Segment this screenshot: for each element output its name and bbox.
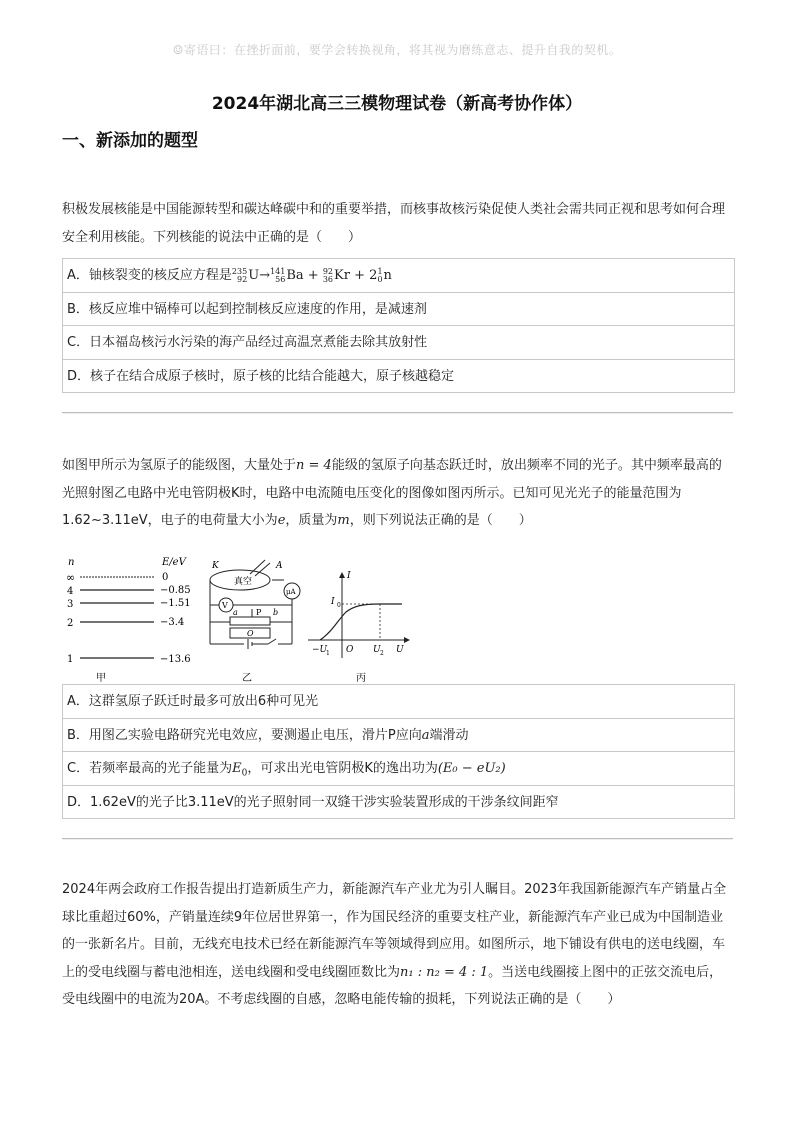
svg-text:O: O <box>247 629 254 638</box>
svg-text:−0.85: −0.85 <box>160 585 191 596</box>
svg-text:乙: 乙 <box>242 673 252 684</box>
page-title: 2024年湖北高三三模物理试卷（新高考协作体） <box>211 94 583 114</box>
svg-text:−3.4: −3.4 <box>160 617 185 628</box>
question-2-stem: 如图甲所示为氢原子的能级图，大量处于n = 4能级的氢原子向基态跃迁时，放出频率不同的光子。其中频率最高的光照射图乙电路中光电管阴极K时，电路中电流随电压变化的图像如图丙所示。已知可见光光子的能量范围为1.62~3.11eV，电子的电荷量大小为e，质量为m，则下列说法正确的是（ ） <box>62 458 722 528</box>
question-divider <box>62 838 733 839</box>
svg-text:I: I <box>347 571 351 581</box>
question-3-stem: 2024年两会政府工作报告提出打造新质生产力，新能源汽车产业尤为引人瞩目。2023年我国新能源汽车产销量占全球比重超过60%，产销量连续9年位居世界第一，作为国民经济的重要支柱产业，新能源汽车产业已成为中国制造业的一张新名片。目前，无线充电技术已经在新能源汽车等领域得到应用。如图所示，地下铺设有供电的送电线圈，车上的受电线圈与蓄电池相连，送电线圈和受电线圈匝数比为n₁ : n₂ = 4 : 1。当送电线圈接上图中的正弦交流电后，受电线圈中的电流为20A。不考虑线圈的自感，忽略电能传输的损耗，下列说法正确的是（ ） <box>62 882 727 1007</box>
motto-header: ☺寄语曰：在挫折面前，要学会转换视角，将其视为磨练意志、提升自我的契机。 <box>172 43 622 57</box>
svg-text:丙: 丙 <box>356 673 366 684</box>
fission-equation: 235 92 U→ 141 56 Ba + 92 36 Kr + 2 1 0 n <box>231 266 392 284</box>
q2-option-d[interactable]: D．1.62eV的光子比3.11eV的光子照射同一双缝干涉实验装置形成的干涉条纹间距窄 <box>63 786 734 820</box>
figure-svg <box>62 554 422 684</box>
svg-text:∞: ∞ <box>66 571 76 584</box>
svg-text:3: 3 <box>67 599 74 610</box>
svg-text:μA: μA <box>286 588 296 596</box>
svg-text:−13.6: −13.6 <box>160 654 191 665</box>
svg-text:U: U <box>373 645 381 655</box>
q1-option-c[interactable]: C．日本福岛核污水污染的海产品经过高温烹煮能去除其放射性 <box>63 326 734 360</box>
q2-option-a[interactable]: A．这群氢原子跃迁时最多可放出6种可见光 <box>63 685 734 719</box>
q1-option-d[interactable]: D．核子在结合成原子核时，原子核的比结合能越大，原子核越稳定 <box>63 360 734 394</box>
svg-text:0: 0 <box>162 572 169 583</box>
q1-option-a-text: A．铀核裂变的核反应方程是 <box>67 268 232 283</box>
current-voltage-graph <box>308 571 410 684</box>
svg-text:E/eV: E/eV <box>162 557 186 568</box>
q2-option-c[interactable]: C．若频率最高的光子能量为$E_0$，可求出光电管阴极K的逸出功为(E₀ − eU₂) <box>63 752 734 786</box>
question-1-stem: 积极发展核能是中国能源转型和碳达峰碳中和的重要举措，而核事故核污染促使人类社会需共同正视和思考如何合理安全利用核能。下列核能的说法中正确的是（ ） <box>62 202 726 245</box>
svg-text:K: K <box>212 561 219 571</box>
svg-text:U: U <box>396 645 404 655</box>
q1-option-b[interactable]: B．核反应堆中镉棒可以起到控制核反应速度的作用，是减速剂 <box>63 293 734 327</box>
svg-text:−1.51: −1.51 <box>160 598 191 609</box>
svg-text:1: 1 <box>326 650 330 657</box>
energy-level-diagram <box>66 557 191 684</box>
svg-text:2: 2 <box>380 650 384 657</box>
svg-text:4: 4 <box>67 586 74 597</box>
svg-text:真空: 真空 <box>234 577 253 587</box>
question-2-figure <box>62 554 422 684</box>
svg-text:I: I <box>331 597 335 607</box>
svg-text:n: n <box>68 557 75 568</box>
svg-text:O: O <box>346 645 354 655</box>
section-heading: 一、新添加的题型 <box>62 131 198 151</box>
svg-text:V: V <box>222 601 228 610</box>
q2-option-b[interactable]: B．用图乙实验电路研究光电效应，要测遏止电压，滑片P应向a端滑动 <box>63 719 734 753</box>
svg-text:0: 0 <box>337 602 341 609</box>
svg-text:−U: −U <box>312 645 328 655</box>
question-2-options <box>62 684 735 819</box>
svg-text:P: P <box>256 608 262 617</box>
svg-text:b: b <box>273 608 279 617</box>
svg-text:1: 1 <box>67 654 74 665</box>
svg-text:2: 2 <box>67 618 74 629</box>
svg-text:a: a <box>233 608 238 617</box>
svg-text:A: A <box>276 561 283 571</box>
svg-text:甲: 甲 <box>96 673 106 684</box>
question-1-options <box>62 258 735 393</box>
q1-option-a[interactable] <box>63 259 734 293</box>
question-divider <box>62 412 733 413</box>
